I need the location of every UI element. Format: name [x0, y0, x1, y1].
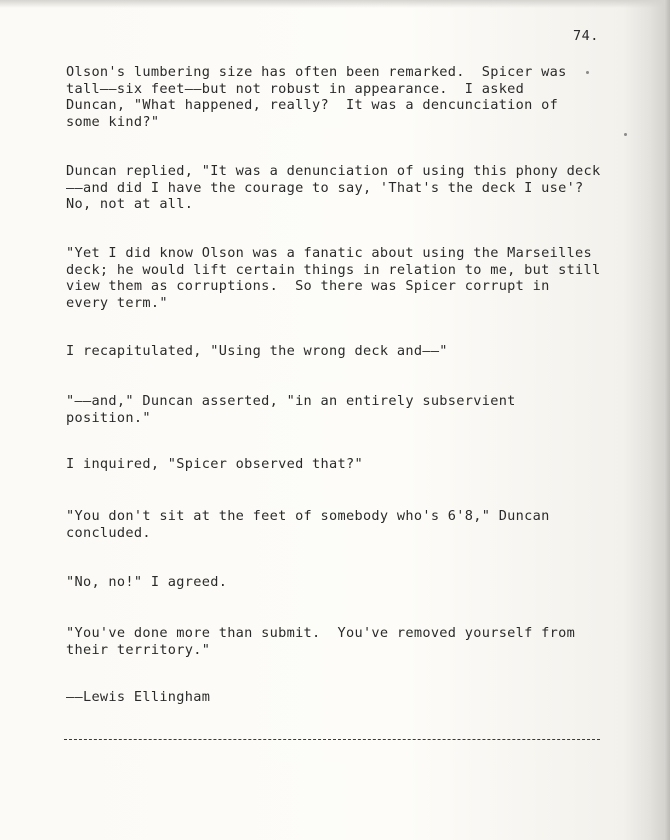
text-line: their territory."	[66, 641, 211, 658]
author-attribution	[66, 689, 210, 706]
paper-speck	[624, 133, 627, 136]
paragraph-asserted	[66, 393, 516, 426]
text-line: concluded.	[66, 524, 151, 541]
page-number: 74.	[573, 28, 599, 44]
paragraph-duncan-replied	[66, 163, 601, 213]
paragraph-recapitulated	[66, 343, 448, 360]
text-line: ——and did I have the courage to say, 'That's the deck I use'?	[66, 179, 584, 196]
paragraph-concluded	[66, 508, 550, 541]
paragraph-marseilles-deck	[66, 245, 601, 311]
text-line: "You've done more than submit. You've removed yourself from	[66, 625, 576, 641]
text-line: Duncan, "What happened, really? It was a dencunciation of	[66, 97, 559, 113]
text-line: tall——six feet——but not robust in appearance. I asked	[66, 80, 525, 97]
paragraph-inquired	[66, 456, 363, 473]
page-edge	[664, 0, 670, 840]
text-line: No, not at all.	[66, 196, 194, 212]
paragraph-agreed	[66, 574, 227, 591]
text-line: view them as corruptions. So there was Spicer corrupt in	[66, 278, 550, 294]
text-line: "No, no!" I agreed.	[66, 574, 228, 590]
text-line: "Yet I did know Olson was a fanatic about using the Marseilles	[66, 245, 593, 261]
text-line: Duncan replied, "It was a denunciation of using this phony deck	[66, 163, 601, 179]
dashed-divider	[64, 739, 600, 740]
text-line: position."	[66, 409, 151, 426]
paragraph-removed-yourself	[66, 625, 575, 658]
text-line: I inquired, "Spicer observed that?"	[66, 456, 363, 472]
text-line: some kind?"	[66, 113, 160, 130]
text-line: I recapitulated, "Using the wrong deck and——"	[66, 343, 448, 359]
paper-speck	[586, 71, 589, 74]
author-name: ——Lewis Ellingham	[66, 689, 211, 705]
page-top-shadow	[0, 0, 670, 8]
text-line: every term."	[66, 294, 168, 311]
text-line: "——and," Duncan asserted, "in an entirely subservient	[66, 393, 516, 409]
text-line: "You don't sit at the feet of somebody who's 6'8," Duncan	[66, 508, 550, 524]
text-line: Olson's lumbering size has often been remarked. Spicer was	[66, 64, 567, 80]
paragraph-olson-size	[66, 64, 567, 130]
text-line: deck; he would lift certain things in relation to me, but still	[66, 261, 601, 278]
